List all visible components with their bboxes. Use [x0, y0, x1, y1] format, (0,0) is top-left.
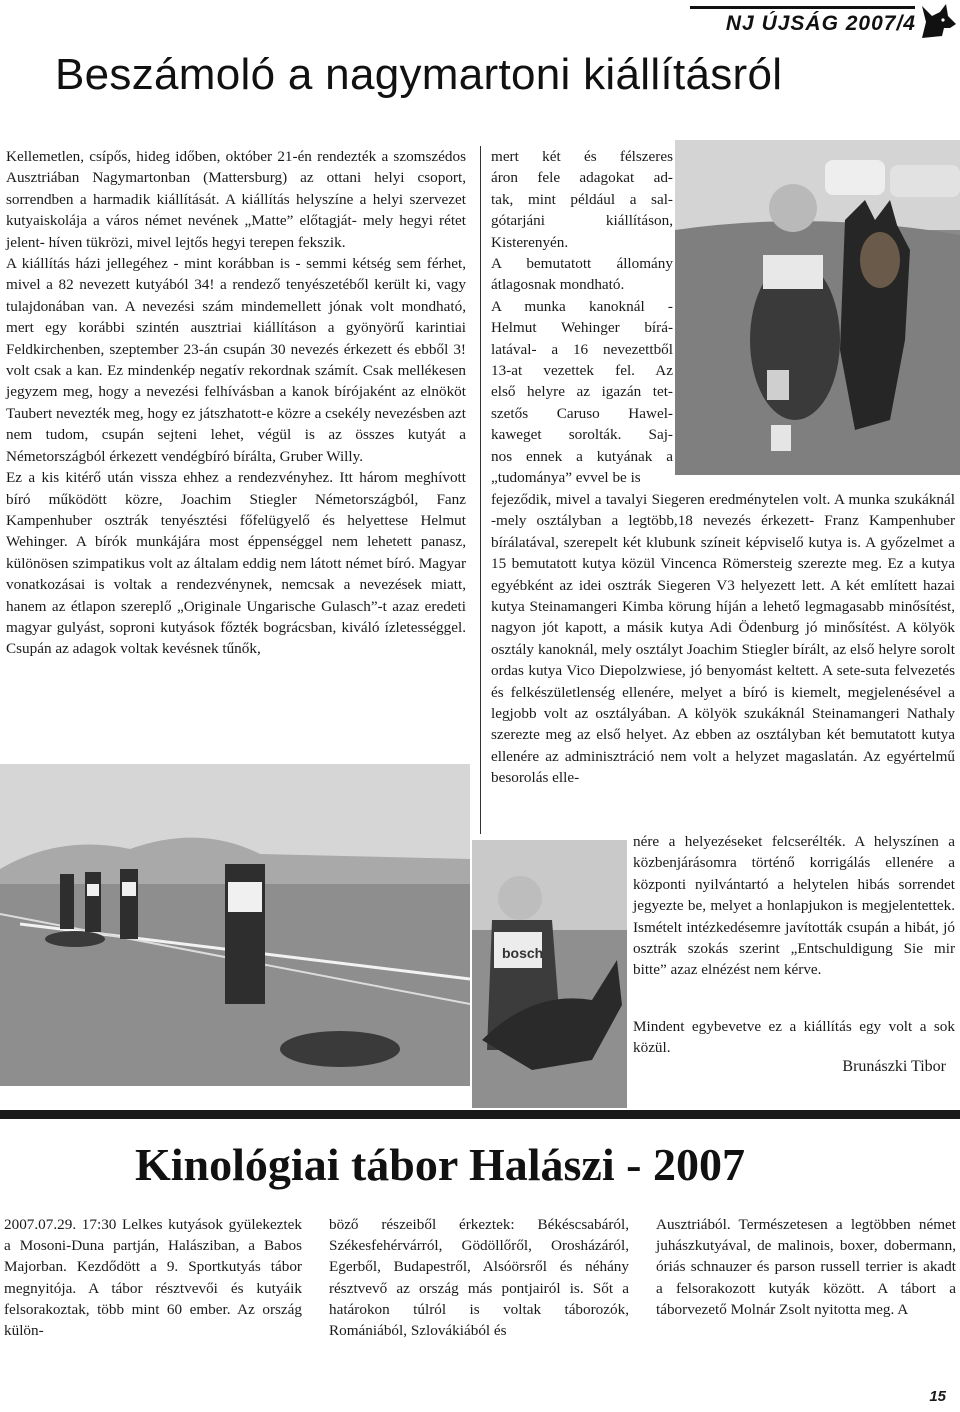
photo-boy-with-dog: [675, 140, 960, 475]
left-column: [6, 146, 466, 660]
article2-column-2: böző részeiből érkeztek: Békéscsabáról, Székesfehérvárról, Gödöllőről, Orosházáról, Egerből, Budapestről, Alsóörsről és néhány résztvevő az ország más pontjairól is. Sőt a határokon túlról is voltak táborozók, Romániából, Szlovákiából és: [329, 1216, 629, 1340]
text-line: 13-at vezettek fel. Az: [491, 362, 673, 380]
article-title: Kinológiai tábor Halászi - 2007: [135, 1139, 745, 1190]
text-line: gótarjáni kiállításon,: [491, 212, 673, 230]
bib-label: bosch: [502, 945, 544, 961]
text-line: Kisterenyén.: [491, 233, 569, 251]
section-divider: [0, 1110, 960, 1119]
text-line: átlagosnak mondható.: [491, 276, 625, 294]
author-name: Brunászki Tibor: [842, 1058, 946, 1075]
text-line: „tudománya” evvel be is: [491, 469, 641, 487]
dog-head-logo-icon: [916, 2, 958, 42]
right-narrow-column: [491, 146, 673, 489]
text-line: A bemutatott állomány: [491, 255, 673, 273]
right-wide-column: fejeződik, mivel a tavalyi Siegeren eredménytelen volt. A munka szukáknál -mely osztályban a legtöbb,18 nevezés érkezett- Franz Kampenhuber bírálatával, szerepelt két klubunk színeit képviselő kutya is. A győzelmet a 15 bemutatott kutya közül Vincenca Römersteig szerezte meg. Ez a kutya egyébként az idei osztrák Siegeren V3 helyezett lett. A két említett hazai kutya Steinamangeri Kimba körung híján a lehető legmagasabb minősítést, nagyon jót kapott, a másik kutya Adi Ödenburg jó minősítést. A kölyök osztály kanoknál, mely osztályt Joachim Stiegler bírált, az első helyre sorolt ordas kutya Vico Diepolzwiese, jó benyomást keltett. A sete-suta felvezetés és felkészületlenség ellenére, melyet a bíró is kiemelt, megjelenésével a legjobb volt az osztályában. A kölyök szukáknál Steinamangeri Nathaly szerezte meg az első helyet. Az ebben az osztályban két bemutatott kutya ellenére az adminisztráció nem volt a helyzet magaslatán. Az egyértelmű besorolás elle-: [491, 491, 955, 787]
photo-dog-show-ring: [0, 764, 470, 1086]
article-title: Beszámoló a nagymartoni kiállításról: [55, 50, 783, 99]
paragraph: Kellemetlen, csípős, hideg időben, október 21-én rendezték a szomszédos Ausztriában Nagymartonban (Mattersburg) az ottani helyi csoport, sorrendben a harmadik kiállítását. A kiállítás helyszíne a helyi szervezet kutyaiskolája a város német nevének „Matte” előtagját- mely hegyi rétet jelent- híven tükrözi, mivel lejtős hegyi terepen fekszik.: [6, 148, 466, 251]
text-line: áron fele adagokat ad-: [491, 169, 673, 187]
page-number: 15: [929, 1388, 946, 1405]
article2-column-1: 2007.07.29. 17:30 Lelkes kutyások gyülekeztek a Mosoni-Duna partján, Halásziban, a Babos Majorban. Kezdődött a 9. Sportkutyás tábor megnyitója. A tábor résztvevői és kutyáik felsorakoztak, több mint 60 ember. Az ország külön-: [4, 1216, 302, 1340]
text-line: mert két és félszeres: [491, 148, 673, 165]
closing-paragraph: Mindent egybevetve ez a kiállítás egy volt a sok közül.: [633, 1018, 955, 1057]
text-line: latával- a 16 nevezettből: [491, 340, 673, 358]
text-line: tak, mint például a sal-: [491, 190, 673, 208]
column-rule: [480, 146, 481, 834]
right-bottom-column: nére a helyezéseket felcserélték. A helyszínen a közbenjárásomra történő korrigálás ellenére a központi nyilvántartó a helytelen hibás sorrendet jegyezte be, melyet a honlapjukon is megjelentettek. Ismételt intézkedésemre javították csupán a hibát, jó osztrák szokás szerint „Entschuldigung Sie mir bitte” azaz elnézést nem kérve.: [633, 833, 955, 979]
journal-name: NJ ÚJSÁG 2007/4: [725, 12, 916, 35]
header-rule: [690, 6, 915, 9]
text-line: szetős Caruso Hawel-: [491, 404, 673, 422]
text-line: első helyre az igazán tet-: [491, 383, 673, 401]
paragraph: A kiállítás házi jellegéhez - mint korábban is - semmi kétség sem férhet, mivel a 82 nevezett kutyából 34! a rendező tenyészetéből került ki, vagy tulajdonában van. A nevezési szám mindemellett jónak volt mondható, mert egy korábbi szintén ausztriai kiállításon a gyönyörű karintiai Feldkirchenben, szeptember 23-án csupán 30 nevezés érkezett és ebből 3! volt csak a kan. Ez mindenkép negatív rekordnak számít. Csak mellékesen jegyzem meg, hogy a nevezési felhívásban a kanok bírójaként az elnököt Taubert nevezték meg, hogy ez játszhatott-e közre a csekély nevezésben azt nem tudom, csupán sejteni lehet, végül is az összes kutyát a Németországból érkezett vendégbíró bírálta, Gruber Willy.: [6, 255, 466, 465]
paragraph: Ez a kis kitérő után vissza ehhez a rendezvényhez. Itt három meghívott bíró működött közre, Joachim Stiegler Németországból, Fanz Kampenhuber osztrák tenyésztési főfelügyelő és helyettese Helmut Wehinger. A bírók munkájára most éppenséggel nem lehetett panasz, különösen szimpatikus volt az általam eddig nem látott német bíró. Magyar vonatkozásai is voltak a rendezvénynek, nemcsak a nevezések miatt, hanem az étlapon szereplő „Originale Ungarische Gulasch”-t azaz eredeti magyar gulyást, soproni kutyások főzték bográcsban, kiváló ízletességgel. Csupán az adagok voltak kevésnek tűnők,: [6, 469, 466, 658]
photo-boy-with-young-dog: [472, 840, 627, 1108]
text-line: nos ennek a kutyának a: [491, 447, 673, 465]
article2-column-3: Ausztriából. Természetesen a legtöbben német juhászkutyával, de malinois, boxer, dobermann, óriás schnauzer és parson russell terrier is akadt a felsorakozott kutyák között. A tábort a táborvezető Molnár Zsolt nyitotta meg. A: [656, 1216, 956, 1318]
text-line: kaweget sorolták. Saj-: [491, 426, 673, 444]
text-line: Helmut Wehinger bírá-: [491, 319, 673, 337]
text-line: A munka kanoknál -: [491, 297, 673, 315]
